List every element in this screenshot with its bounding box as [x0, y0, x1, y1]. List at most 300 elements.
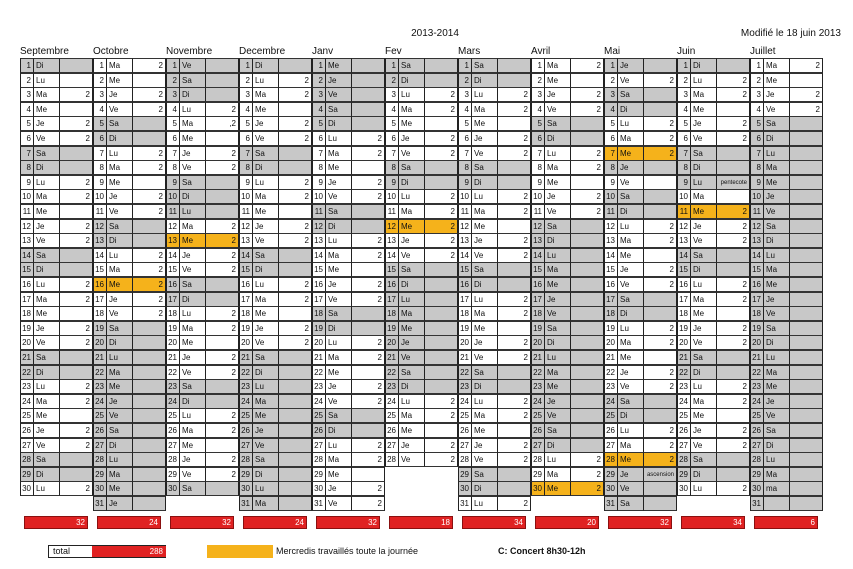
day-name: Je [617, 58, 643, 73]
day-number: 18 [458, 306, 471, 321]
day-number: 9 [385, 175, 398, 190]
day-number: 30 [239, 481, 252, 496]
day-hours: 2 [132, 160, 166, 175]
day-name: Ve [763, 102, 789, 117]
day-hours [789, 116, 823, 131]
day-hours: 2 [278, 189, 312, 204]
day-number: 28 [750, 452, 763, 467]
day-hours [59, 73, 93, 88]
day-number: 18 [239, 306, 252, 321]
day-number: 21 [166, 350, 179, 365]
day-hours: 2 [424, 131, 458, 146]
day-hours: 2 [59, 116, 93, 131]
day-number: 15 [166, 262, 179, 277]
day-hours: 2 [205, 467, 239, 482]
day-hours: 2 [351, 481, 385, 496]
day-number: 15 [531, 262, 544, 277]
day-number: 12 [239, 219, 252, 234]
day-hours [789, 306, 823, 321]
day-hours: 2 [716, 204, 750, 219]
day-name: Sa [471, 160, 497, 175]
day-hours: 2 [205, 321, 239, 336]
day-hours: 2 [351, 233, 385, 248]
day-hours [278, 496, 312, 511]
day-number: 27 [312, 438, 325, 453]
day-hours: 2 [570, 160, 604, 175]
day-name: Sa [471, 58, 497, 73]
day-name: Ve [544, 408, 570, 423]
day-number: 6 [677, 131, 690, 146]
day-note: pentecote [716, 175, 750, 190]
day-number: 23 [20, 379, 33, 394]
day-name: Ma [106, 467, 132, 482]
day-hours: 2 [716, 321, 750, 336]
day-name: Ma [106, 58, 132, 73]
day-number: 28 [458, 452, 471, 467]
day-name: Ma [471, 306, 497, 321]
day-hours [716, 408, 750, 423]
day-hours [716, 452, 750, 467]
day-name: Di [325, 219, 351, 234]
day-number: 31 [312, 496, 325, 511]
day-name: Sa [179, 481, 205, 496]
day-name: Sa [325, 306, 351, 321]
day-hours [789, 204, 823, 219]
day-number: 20 [677, 335, 690, 350]
day-hours [278, 467, 312, 482]
day-hours [424, 116, 458, 131]
day-name: Ma [252, 189, 278, 204]
day-number: 9 [750, 175, 763, 190]
day-number: 29 [20, 467, 33, 482]
day-number: 29 [312, 467, 325, 482]
day-hours [716, 467, 750, 482]
day-hours: 2 [716, 73, 750, 88]
day-number: 23 [677, 379, 690, 394]
day-hours: 2 [570, 189, 604, 204]
day-number: 3 [166, 87, 179, 102]
day-name: Sa [544, 321, 570, 336]
day-number: 15 [677, 262, 690, 277]
day-number: 3 [93, 87, 106, 102]
day-name: Lu [398, 189, 424, 204]
day-number: 16 [312, 277, 325, 292]
day-hours: 2 [59, 189, 93, 204]
day-hours: 2 [716, 292, 750, 307]
day-hours [351, 321, 385, 336]
day-name: Me [252, 306, 278, 321]
day-number: 24 [166, 394, 179, 409]
day-hours: 2 [570, 87, 604, 102]
day-name: Di [398, 73, 424, 88]
day-number: 2 [385, 73, 398, 88]
calendar-grid [20, 58, 820, 514]
day-name: Je [325, 277, 351, 292]
day-name: Di [763, 335, 789, 350]
day-name: Sa [617, 87, 643, 102]
day-hours [789, 175, 823, 190]
day-hours: 2 [205, 219, 239, 234]
day-number: 21 [677, 350, 690, 365]
day-number: 17 [531, 292, 544, 307]
day-hours: 2 [497, 306, 531, 321]
day-name: Ma [617, 438, 643, 453]
day-number: 24 [20, 394, 33, 409]
day-name: Ma [33, 87, 59, 102]
day-number: 2 [312, 73, 325, 88]
day-hours [205, 481, 239, 496]
day-hours [570, 277, 604, 292]
day-name: Di [617, 306, 643, 321]
day-number: 1 [677, 58, 690, 73]
day-number: 30 [604, 481, 617, 496]
day-number: 20 [20, 335, 33, 350]
day-hours [424, 423, 458, 438]
day-number: 14 [750, 248, 763, 263]
day-hours: 2 [497, 87, 531, 102]
day-hours: 2 [716, 219, 750, 234]
day-hours: 2 [278, 73, 312, 88]
day-name: Lu [544, 248, 570, 263]
day-name: Sa [690, 248, 716, 263]
day-name: Di [471, 379, 497, 394]
day-hours [789, 394, 823, 409]
day-hours: 2 [278, 292, 312, 307]
day-number: 3 [312, 87, 325, 102]
day-name: Sa [252, 146, 278, 161]
day-name: Ve [690, 438, 716, 453]
day-number: 14 [458, 248, 471, 263]
day-hours [278, 350, 312, 365]
day-name: Sa [763, 219, 789, 234]
day-hours [497, 277, 531, 292]
day-number: 19 [677, 321, 690, 336]
month-total: 32 [170, 516, 234, 529]
day-hours: 2 [497, 350, 531, 365]
day-hours [424, 292, 458, 307]
day-name: Je [690, 423, 716, 438]
day-hours: 2 [716, 481, 750, 496]
day-hours [789, 321, 823, 336]
day-number: 11 [677, 204, 690, 219]
day-name: Me [690, 204, 716, 219]
day-number: 25 [239, 408, 252, 423]
day-hours [278, 423, 312, 438]
day-hours [789, 408, 823, 423]
day-hours: 2 [278, 87, 312, 102]
day-number: 21 [93, 350, 106, 365]
day-number: 13 [385, 233, 398, 248]
day-hours [132, 423, 166, 438]
day-name: Sa [252, 452, 278, 467]
day-number: 26 [239, 423, 252, 438]
day-number: 21 [458, 350, 471, 365]
day-name: Me [690, 408, 716, 423]
day-name: Je [179, 452, 205, 467]
day-number: 29 [166, 467, 179, 482]
day-name: Sa [325, 204, 351, 219]
day-hours [132, 379, 166, 394]
day-hours: 2 [132, 262, 166, 277]
day-hours [351, 73, 385, 88]
day-number: 19 [93, 321, 106, 336]
day-name: Ve [325, 189, 351, 204]
day-number: 7 [458, 146, 471, 161]
day-hours: 2 [351, 277, 385, 292]
day-number: 1 [20, 58, 33, 73]
day-number: 2 [531, 73, 544, 88]
month-total: 32 [316, 516, 380, 529]
day-name: Di [544, 438, 570, 453]
day-number: 10 [239, 189, 252, 204]
day-number: 8 [750, 160, 763, 175]
day-name: Di [690, 467, 716, 482]
day-hours: 2 [643, 321, 677, 336]
day-name: Sa [690, 350, 716, 365]
day-hours [643, 189, 677, 204]
day-number: 5 [750, 116, 763, 131]
day-hours [351, 58, 385, 73]
day-number: 26 [20, 423, 33, 438]
day-number: 15 [458, 262, 471, 277]
day-name: Me [325, 467, 351, 482]
day-name: Me [617, 146, 643, 161]
day-number: 10 [312, 189, 325, 204]
day-name: Ve [106, 408, 132, 423]
day-number: 8 [239, 160, 252, 175]
day-hours [59, 204, 93, 219]
day-hours: ,2 [205, 116, 239, 131]
day-hours [205, 131, 239, 146]
day-number: 14 [604, 248, 617, 263]
day-name: Lu [690, 175, 716, 190]
day-number: 15 [239, 262, 252, 277]
day-name: Lu [252, 73, 278, 88]
day-hours [716, 146, 750, 161]
day-number: 19 [166, 321, 179, 336]
day-number: 24 [677, 394, 690, 409]
day-hours: 2 [59, 175, 93, 190]
day-number: 28 [312, 452, 325, 467]
day-name: Ve [33, 233, 59, 248]
day-number: 5 [531, 116, 544, 131]
day-name: Ve [179, 467, 205, 482]
day-number: 25 [166, 408, 179, 423]
day-name: Me [690, 306, 716, 321]
day-name: Di [33, 467, 59, 482]
day-hours [278, 365, 312, 380]
day-number: 22 [531, 365, 544, 380]
day-number: 27 [385, 438, 398, 453]
day-hours [643, 175, 677, 190]
day-name: Lu [763, 146, 789, 161]
day-name: Ma [252, 496, 278, 511]
day-number: 26 [458, 423, 471, 438]
day-hours [789, 277, 823, 292]
day-name: Ma [325, 452, 351, 467]
day-name: Ve [179, 160, 205, 175]
day-hours: 2 [424, 219, 458, 234]
day-hours [643, 248, 677, 263]
day-name: Lu [33, 175, 59, 190]
day-name: Ve [544, 204, 570, 219]
day-hours [497, 175, 531, 190]
day-hours: 2 [59, 335, 93, 350]
month-header: Mai [604, 46, 621, 57]
day-hours: 2 [132, 58, 166, 73]
day-number: 5 [312, 116, 325, 131]
day-hours: 2 [351, 496, 385, 511]
day-number: 6 [93, 131, 106, 146]
day-number: 27 [458, 438, 471, 453]
day-name: Ve [398, 452, 424, 467]
day-hours [789, 73, 823, 88]
day-number: 20 [458, 335, 471, 350]
day-hours: 2 [497, 189, 531, 204]
day-hours: 2 [716, 379, 750, 394]
day-name: Ve [690, 335, 716, 350]
day-hours [789, 467, 823, 482]
day-number: 13 [750, 233, 763, 248]
day-number: 13 [531, 233, 544, 248]
day-number: 6 [604, 131, 617, 146]
legend-wednesday-swatch [207, 545, 273, 558]
day-hours [132, 408, 166, 423]
day-number: 1 [604, 58, 617, 73]
day-hours: 2 [497, 131, 531, 146]
day-name: Sa [33, 452, 59, 467]
month-total: 18 [389, 516, 453, 529]
day-number: 22 [312, 365, 325, 380]
day-hours [351, 102, 385, 117]
day-hours [789, 379, 823, 394]
day-number: 4 [239, 102, 252, 117]
day-name: Lu [690, 73, 716, 88]
day-name: Je [179, 350, 205, 365]
day-number: 20 [166, 335, 179, 350]
day-number: 25 [531, 408, 544, 423]
day-number: 11 [531, 204, 544, 219]
day-hours [497, 160, 531, 175]
day-hours: 2 [59, 233, 93, 248]
day-hours [132, 467, 166, 482]
day-number: 11 [604, 204, 617, 219]
day-number: 22 [93, 365, 106, 380]
day-number: 26 [604, 423, 617, 438]
day-hours [716, 350, 750, 365]
day-hours [497, 379, 531, 394]
day-number: 28 [166, 452, 179, 467]
day-number: 15 [312, 262, 325, 277]
day-name: Sa [179, 277, 205, 292]
day-hours [351, 467, 385, 482]
day-number: 11 [239, 204, 252, 219]
day-hours [59, 408, 93, 423]
day-name: Ma [106, 160, 132, 175]
day-name: Je [33, 423, 59, 438]
day-hours [497, 73, 531, 88]
day-hours: 2 [497, 335, 531, 350]
day-hours: 2 [132, 146, 166, 161]
day-name: Sa [106, 423, 132, 438]
day-number: 11 [20, 204, 33, 219]
day-name: Di [106, 233, 132, 248]
day-name: Me [763, 277, 789, 292]
month-header: Decembre [239, 46, 286, 57]
day-name: Di [690, 160, 716, 175]
day-number: 6 [531, 131, 544, 146]
day-name: Sa [33, 350, 59, 365]
day-number: 8 [458, 160, 471, 175]
day-number: 23 [385, 379, 398, 394]
day-number: 29 [531, 467, 544, 482]
month-header: Avril [531, 46, 551, 57]
day-hours [59, 160, 93, 175]
day-number: 14 [20, 248, 33, 263]
day-name [763, 496, 789, 511]
day-name: Me [398, 116, 424, 131]
day-hours [424, 306, 458, 321]
day-name: Lu [544, 452, 570, 467]
day-name: Me [33, 204, 59, 219]
day-number: 26 [312, 423, 325, 438]
day-hours: 2 [789, 87, 823, 102]
day-number: 27 [93, 438, 106, 453]
day-number: 4 [531, 102, 544, 117]
day-hours: 2 [643, 73, 677, 88]
day-hours [570, 321, 604, 336]
day-hours [570, 248, 604, 263]
day-name: Ma [179, 423, 205, 438]
day-name: Ve [763, 204, 789, 219]
day-number: 14 [312, 248, 325, 263]
day-number: 18 [312, 306, 325, 321]
day-name: Ma [690, 189, 716, 204]
day-hours: 2 [716, 394, 750, 409]
day-name: Me [617, 248, 643, 263]
day-hours: 2 [643, 438, 677, 453]
day-number: 25 [312, 408, 325, 423]
day-number: 25 [677, 408, 690, 423]
day-hours: 2 [351, 131, 385, 146]
day-number: 5 [239, 116, 252, 131]
day-name: Sa [325, 102, 351, 117]
day-number: 1 [531, 58, 544, 73]
day-hours: 2 [424, 438, 458, 453]
day-number: 18 [20, 306, 33, 321]
day-number: 12 [166, 219, 179, 234]
day-number: 9 [312, 175, 325, 190]
day-name: Me [325, 365, 351, 380]
day-hours [59, 467, 93, 482]
day-name: Sa [763, 423, 789, 438]
day-hours [205, 379, 239, 394]
day-number: 29 [604, 467, 617, 482]
day-name: Ve [617, 481, 643, 496]
day-number: 13 [239, 233, 252, 248]
day-name: Di [471, 481, 497, 496]
day-name: Sa [617, 292, 643, 307]
day-number: 25 [20, 408, 33, 423]
day-number: 7 [20, 146, 33, 161]
day-hours [570, 175, 604, 190]
day-number: 21 [531, 350, 544, 365]
day-name: Lu [106, 350, 132, 365]
day-number: 19 [20, 321, 33, 336]
day-number: 12 [20, 219, 33, 234]
day-number: 1 [312, 58, 325, 73]
day-number: 2 [677, 73, 690, 88]
